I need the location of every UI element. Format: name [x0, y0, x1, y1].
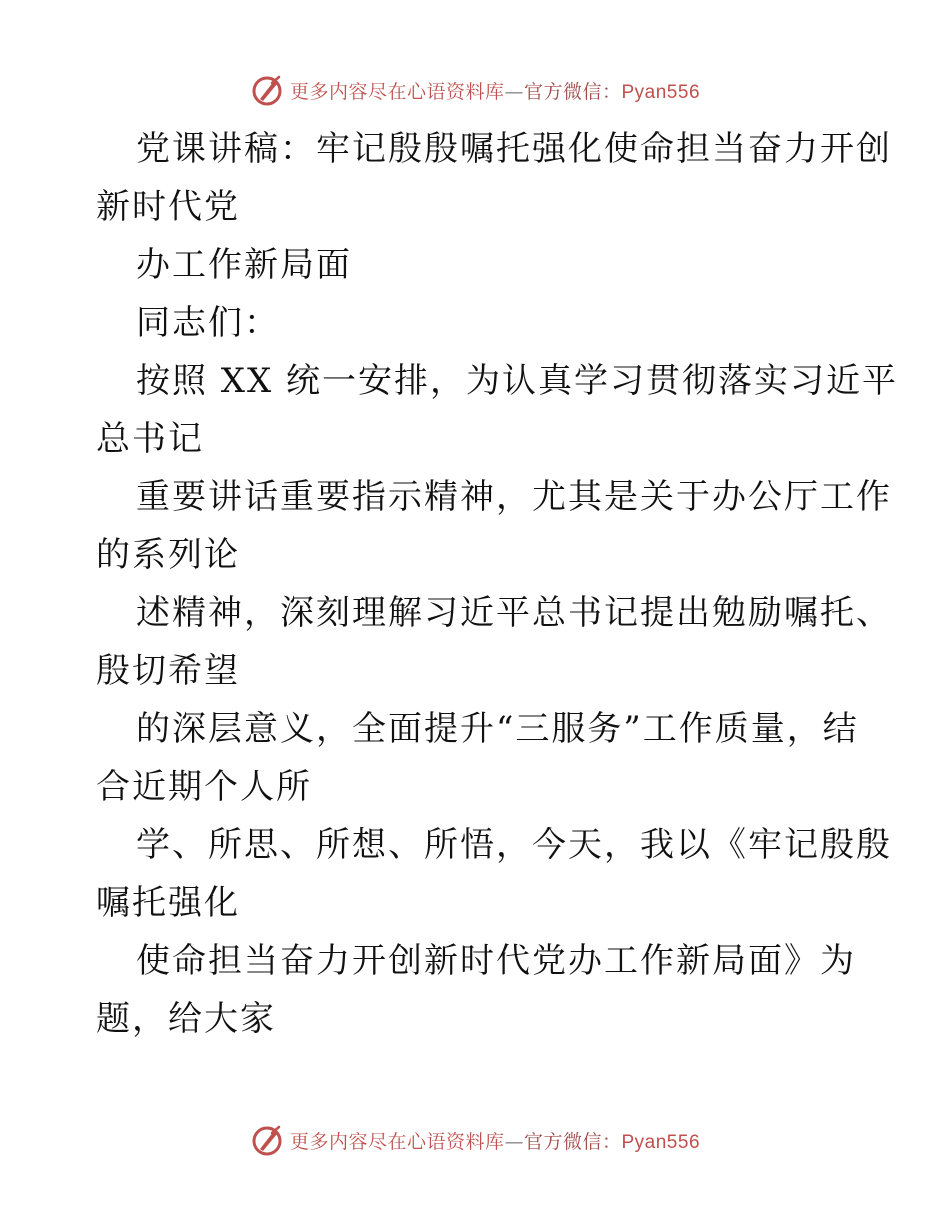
banner-site-name: 更多内容尽在心语资料库: [289, 80, 505, 103]
banner-wechat-label: 官方微信：: [523, 1130, 622, 1153]
text-line: 殷切希望: [96, 651, 240, 691]
text-line: 使命担当奋力开创新时代党办工作新局面》为: [136, 941, 856, 981]
text-line: 党课讲稿：牢记殷殷嘱托强化使命担当奋力开创: [136, 129, 892, 169]
text-line: 新时代党: [96, 187, 240, 227]
text-line: 的深层意义，全面提升“三服务”工作质量，结: [136, 709, 859, 749]
text-line: 总书记: [96, 419, 204, 459]
text-line: 嘱托强化: [96, 883, 240, 923]
banner-text: [290, 1127, 700, 1154]
text-line: 重要讲话重要指示精神，尤其是关于办公厅工作: [136, 477, 892, 517]
banner-wechat-id: Pyan556: [621, 81, 701, 103]
header-banner: [0, 70, 950, 110]
banner-separator: —: [504, 80, 524, 103]
text-line: 题，给大家: [96, 999, 276, 1039]
text-line: 学、所思、所想、所悟，今天，我以《牢记殷殷: [136, 825, 892, 865]
text-line: 办工作新局面: [136, 245, 352, 285]
footer-banner: [0, 1120, 950, 1160]
text-line: 合近期个人所: [96, 767, 312, 807]
quill-pen-logo-icon: [250, 73, 284, 107]
banner-site-name: 更多内容尽在心语资料库: [289, 1130, 505, 1153]
quill-pen-logo-icon: [250, 1123, 284, 1157]
text-line: 同志们：: [136, 303, 280, 343]
banner-wechat-id: Pyan556: [621, 1131, 701, 1153]
text-line: 按照 XX 统一安排，为认真学习贯彻落实习近平: [136, 361, 899, 401]
text-line: 述精神，深刻理解习近平总书记提出勉励嘱托、: [136, 593, 892, 633]
banner-separator: —: [504, 1130, 524, 1153]
banner-text: [290, 77, 700, 104]
text-line: 的系列论: [96, 535, 240, 575]
document-body: [96, 120, 899, 1048]
banner-wechat-label: 官方微信：: [523, 80, 622, 103]
